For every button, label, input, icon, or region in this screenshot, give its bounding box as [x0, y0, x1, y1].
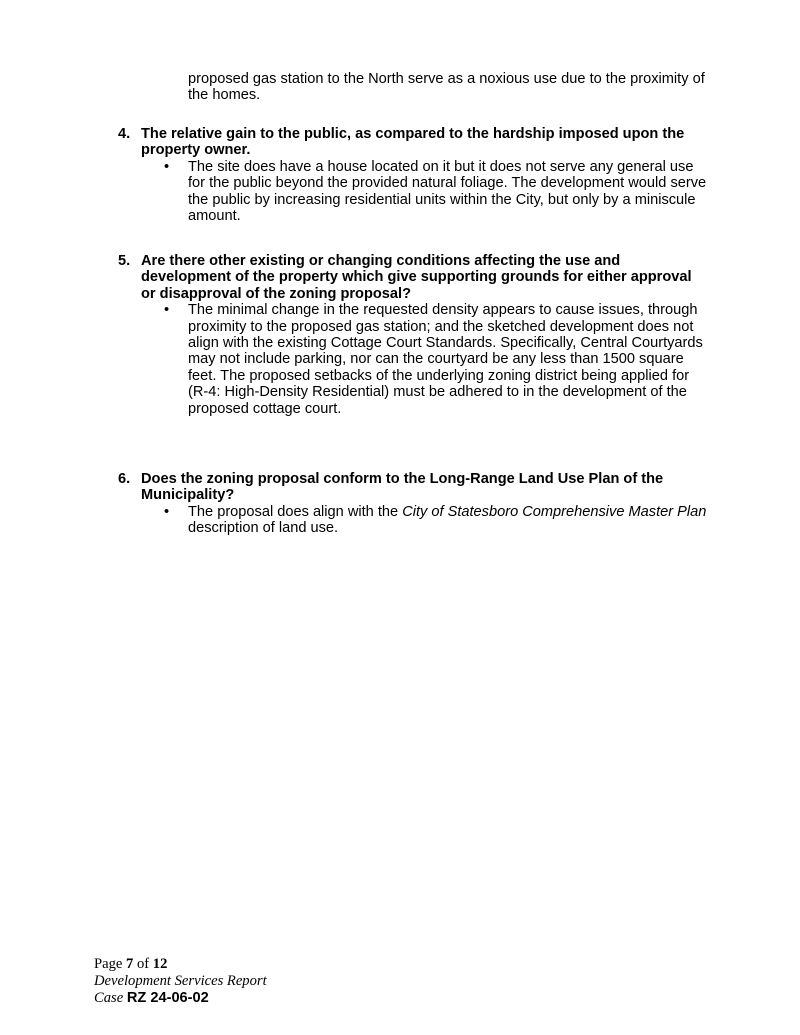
criterion-5 — [118, 253, 708, 417]
page-total: 12 — [152, 956, 168, 972]
item-number: 6. — [118, 471, 131, 487]
item-number: 4. — [118, 126, 131, 142]
bullet-text: The minimal change in the requested density appears to cause issues, through proximity to the proposed gas station; and the sketched development does not align with the existing Cottage Court Standards. Specifically, Central Courtyards may not include parking, nor can the courtyard be any less than 1500 square feet. The proposed setbacks of the underlying zoning district being applied for (R-4: High-Density Residential) must be adhered to in the development of the proposed cottage court. — [188, 302, 703, 417]
criterion-6 — [118, 471, 708, 537]
bullet-text-post: description of land use. — [188, 520, 339, 537]
case-number: Case RZ 24-06-02 — [94, 990, 209, 1006]
page-footer — [94, 956, 267, 1007]
bullet-item — [164, 503, 708, 537]
item-number: 5. — [118, 253, 131, 269]
page-number: Page 7 of 12 — [94, 956, 168, 972]
criterion-4 — [118, 126, 708, 224]
case-id: RZ 24-06-02 — [126, 990, 209, 1006]
bullet-item — [164, 302, 708, 417]
page-current: 7 — [126, 956, 134, 972]
bullet-icon: • — [164, 302, 170, 319]
plan-title: City of Statesboro Comprehensive Master Plan — [402, 503, 707, 520]
question-text: The relative gain to the public, as compared to the hardship imposed upon the property owner. — [141, 126, 685, 159]
bullet-item — [164, 158, 708, 225]
bullet-text: The site does have a house located on it but it does not serve any general use for the public beyond the provided natural foliage. The development would serve the public by increasing residential units within the City, but only by a miniscule amount. — [188, 158, 707, 225]
question-text: Does the zoning proposal conform to the Long-Range Land Use Plan of the Municipality? — [141, 471, 664, 504]
question-text: Are there other existing or changing conditions affecting the use and development of the property which give supporting grounds for either approval or disapproval of the zoning proposal? — [141, 253, 692, 302]
bullet-text-pre: The proposal does align with the — [188, 503, 403, 520]
bullet-icon: • — [164, 158, 170, 175]
report-title: Development Services Report — [94, 973, 267, 989]
continuation-text: proposed gas station to the North serve as a noxious use due to the proximity of the homes. — [188, 71, 705, 104]
bullet-icon: • — [164, 503, 170, 520]
